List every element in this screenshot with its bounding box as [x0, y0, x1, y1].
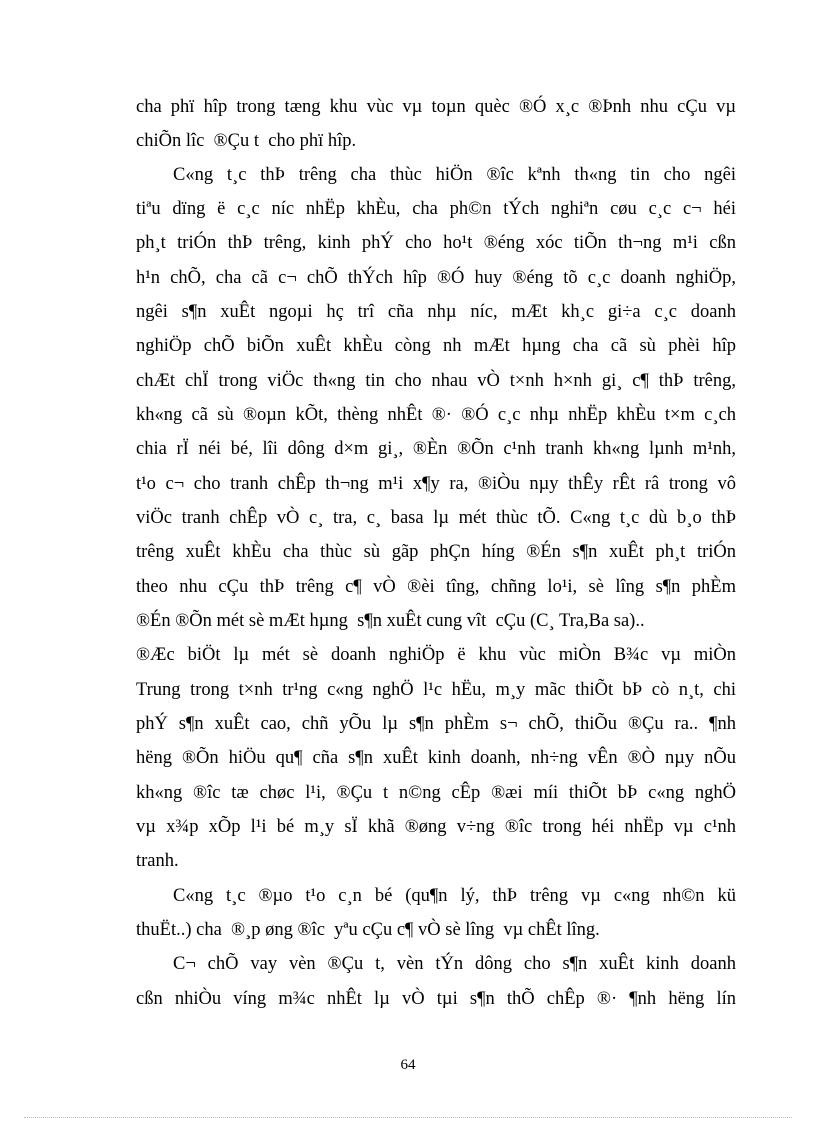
paragraph-first-line: C«ng t¸c ®µo t¹o c¸n bé (qu¶n lý, thÞ trêng vµ c«ng nh©n kü [173, 886, 736, 906]
paragraph-first-line: C¬ chÕ vay vèn ®Çu t, vèn tÝn dông cho s¶n xuÊt kinh doanh [173, 954, 736, 974]
page-bottom-dotted-rule [24, 1117, 792, 1118]
body-text-line: kh«ng ®îc tæ chøc l¹i, ®Çu t n©ng cÊp ®æi míi thiÕt bÞ c«ng nghÖ [136, 783, 736, 803]
body-text-line: ®Æc biÖt lµ mét sè doanh nghiÖp ë khu vùc miÒn B¾c vµ miÒn [136, 645, 736, 665]
paragraph-first-line: C«ng t¸c thÞ trêng cha thùc hiÖn ®îc kªnh th«ng tin cho ngêi [173, 165, 736, 185]
body-text-line: t¹o c¬ cho tranh chÊp th¬ng m¹i x¶y ra, ®iÒu nµy thÊy rÊt râ trong vô [136, 474, 736, 494]
body-text-line: cha phï hîp trong tæng khu vùc vµ toµn quèc ®Ó x¸c ®Þnh nhu cÇu vµ [136, 97, 736, 117]
body-text-line: trêng xuÊt khÈu cha thùc sù gãp phÇn híng ®Én s¶n xuÊt ph¸t triÓn [136, 542, 736, 562]
body-text-line: vµ x¾p xÕp l¹i bé m¸y sÏ khã ®øng v÷ng ®îc trong héi nhËp vµ c¹nh [136, 817, 736, 837]
page-number: 64 [400, 1057, 416, 1073]
body-text-line: kh«ng cã sù ®oµn kÕt, thèng nhÊt ®· ®Ó c¸c nhµ nhËp khÈu t×m c¸ch [136, 405, 736, 425]
body-text-line: ®Én ®Õn mét sè mÆt hµng s¶n xuÊt cung vît cÇu (C¸ Tra,Ba sa).. [136, 611, 645, 631]
body-text-line: ph¸t triÓn thÞ trêng, kinh phÝ cho ho¹t ®éng xóc tiÕn th¬ng m¹i cßn [136, 233, 736, 253]
body-text-line: phÝ s¶n xuÊt cao, chñ yÕu lµ s¶n phÈm s¬ chÕ, thiÕu ®Çu ra.. ¶nh [136, 714, 736, 734]
body-text-line: tranh. [136, 851, 179, 871]
body-text-line: tiªu dïng ë c¸c níc nhËp khÈu, cha ph©n tÝch nghiªn cøu c¸c c¬ héi [136, 199, 736, 219]
body-text-line: cßn nhiÒu víng m¾c nhÊt lµ vÒ tµi s¶n thÕ chÊp ®· ¶nh hëng lín [136, 989, 736, 1009]
body-text-line: hëng ®Õn hiÖu qu¶ cña s¶n xuÊt kinh doanh, nh÷ng vÊn ®Ò nµy nÕu [136, 748, 736, 768]
body-text-line: Trung trong t×nh tr¹ng c«ng nghÖ l¹c hËu, m¸y mãc thiÕt bÞ cò n¸t, chi [136, 680, 736, 700]
body-text-line: thuËt..) cha ®¸p øng ®îc yªu cÇu c¶ vÒ sè lîng vµ chÊt lîng. [136, 920, 600, 940]
body-text-line: h¹n chÕ, cha cã c¬ chÕ thÝch hîp ®Ó huy ®éng tõ c¸c doanh nghiÖp, [136, 268, 736, 288]
body-text-line: ngêi s¶n xuÊt ngoµi hç trî cña nhµ níc, mÆt kh¸c gi÷a c¸c doanh [136, 302, 736, 322]
body-text-line: viÖc tranh chÊp vÒ c¸ tra, c¸ basa lµ mét thùc tÕ. C«ng t¸c dù b¸o thÞ [136, 508, 736, 528]
body-text-line: theo nhu cÇu thÞ trêng c¶ vÒ ®èi tîng, chñng lo¹i, sè lîng s¶n phÈm [136, 577, 736, 597]
body-text-line: chÆt chÏ trong viÖc th«ng tin cho nhau vÒ t×nh h×nh gi¸ c¶ thÞ trêng, [136, 371, 736, 391]
body-text-line: chiÕn lîc ®Çu t cho phï hîp. [136, 131, 357, 151]
body-text-line: chia rÏ néi bé, lîi dông d×m gi¸, ®Èn ®Õn c¹nh tranh kh«ng lµnh m¹nh, [136, 439, 736, 459]
body-text-line: nghiÖp chÕ biÕn xuÊt khÈu còng nh mÆt hµng cha cã sù phèi hîp [136, 336, 736, 356]
